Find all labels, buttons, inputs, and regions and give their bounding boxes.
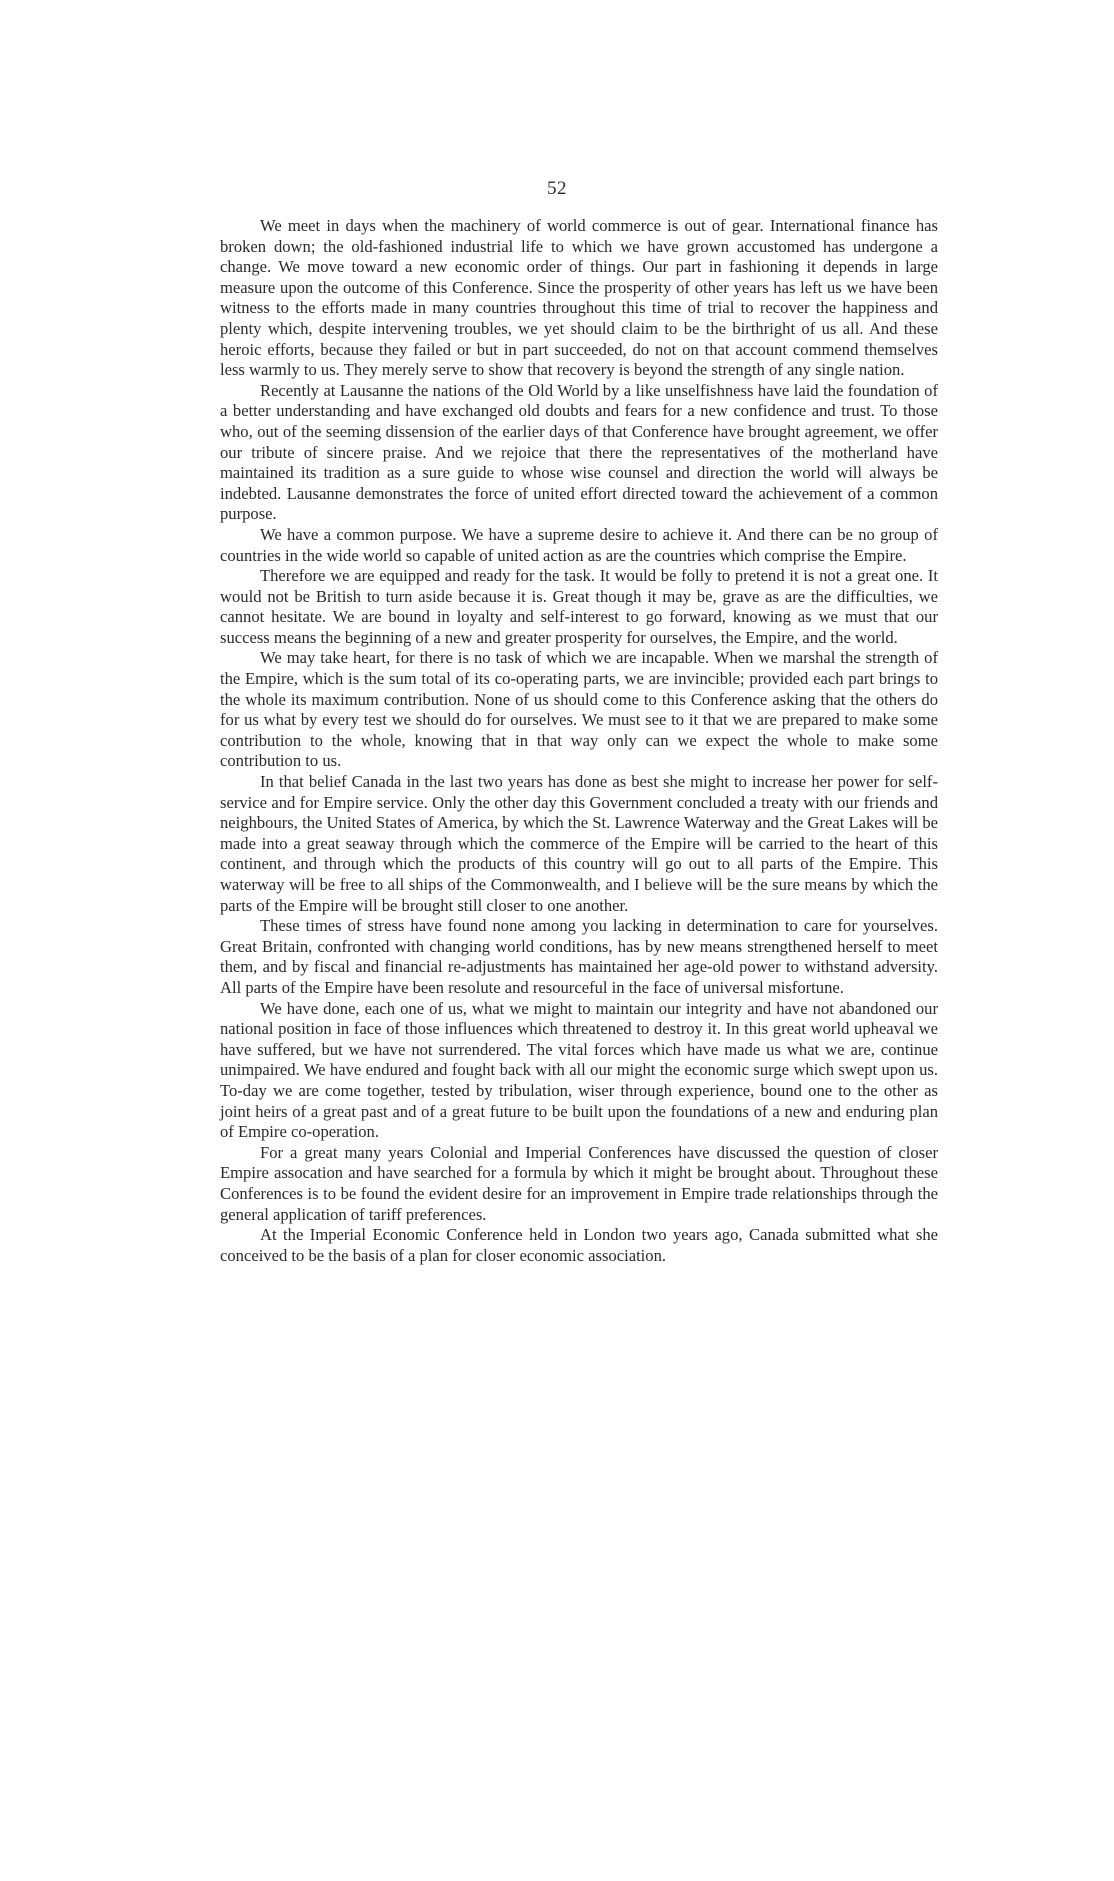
paragraph: In that belief Canada in the last two years has done as best she might to increase her power for self-service and for Empire service. Only the other day this Government concluded a treaty with our friends and neighbours, the United States of America, by which the St. Lawrence Waterway and the Great Lakes will be made into a great seaway through which the commerce of the Empire will be carried to the heart of this continent, and through which the products of this country will go out to all parts of the Empire. This waterway will be free to all ships of the Commonwealth, and I believe will be the sure means by which the parts of the Empire will be brought still closer to one another. — [220, 772, 938, 915]
paragraph: We have done, each one of us, what we might to maintain our integrity and have not abandoned our national position in face of those influences which threatened to destroy it. In this great world upheaval we have suffered, but we have not surrendered. The vital forces which have made us what we are, continue unimpaired. We have endured and fought back with all our might the economic surge which swept upon us. To-day we are come together, tested by tribulation, wiser through experience, bound one to the other as joint heirs of a great past and of a great future to be built upon the foundations of a new and enduring plan of Empire co-operation. — [220, 998, 938, 1142]
paragraph: For a great many years Colonial and Imperial Conferences have discussed the question of closer Empire assocation and have searched for a formula by which it might be brought about. Throughout these Conferences is to be found the evident desire for an improvement in Empire trade relationships through the general application of tariff preferences. — [220, 1142, 938, 1224]
paragraph: At the Imperial Economic Conference held in London two years ago, Canada submitted what she conceived to be the basis of a plan for closer economic association. — [220, 1225, 938, 1265]
page-number: 52 — [547, 178, 567, 199]
paragraph: These times of stress have found none among you lacking in determination to care for yourselves. Great Britain, confronted with changing world conditions, has by new means strengthened herself to meet them, and by fiscal and financial re-adjustments has maintained her age-old power to withstand adversity. All parts of the Empire have been resolute and resourceful in the face of universal misfortune. — [220, 916, 938, 997]
paragraph: We may take heart, for there is no task of which we are incapable. When we marshal the strength of the Empire, which is the sum total of its co-operating parts, we are invincible; provided each part brings to the whole its maximum contribution. None of us should come to this Conference asking that the others do for us what by every test we should do for ourselves. We must see to it that we are prepared to make some contribution to the whole, knowing that in that way only can we expect the whole to make some contribution to us. — [220, 648, 938, 771]
body-text — [220, 216, 938, 1266]
paragraph: We meet in days when the machinery of world commerce is out of gear. International finance has broken down; the old-fashioned industrial life to which we have grown accustomed has undergone a change. We move toward a new economic order of things. Our part in fashioning it depends in large measure upon the outcome of this Conference. Since the prosperity of other years has left us we have been witness to the efforts made in many countries throughout this time of trial to recover the happiness and plenty which, despite intervening troubles, we yet should claim to be the birthright of us all. And these heroic efforts, because they failed or but in part succeeded, do not on that account commend themselves less warmly to us. They merely serve to show that recovery is beyond the strength of any single nation. — [220, 216, 938, 380]
paragraph: We have a common purpose. We have a supreme desire to achieve it. And there can be no group of countries in the wide world so capable of united action as are the countries which comprise the Empire. — [220, 524, 938, 565]
paragraph: Recently at Lausanne the nations of the Old World by a like unselfishness have laid the foundation of a better understanding and have exchanged old doubts and fears for a new confidence and trust. To those who, out of the seeming dissension of the earlier days of that Conference have brought agreement, we offer our tribute of sincere praise. And we rejoice that there the representatives of the motherland have maintained its tradition as a sure guide to whose wise counsel and direction the world will always be indebted. Lausanne demonstrates the force of united effort directed toward the achievement of a common purpose. — [220, 380, 938, 524]
paragraph: Therefore we are equipped and ready for the task. It would be folly to pretend it is not a great one. It would not be British to turn aside because it is. Great though it may be, grave as are the difficulties, we cannot hesitate. We are bound in loyalty and self-interest to go forward, knowing as we must that our success means the beginning of a new and greater prosperity for ourselves, the Empire, and the world. — [220, 566, 938, 647]
